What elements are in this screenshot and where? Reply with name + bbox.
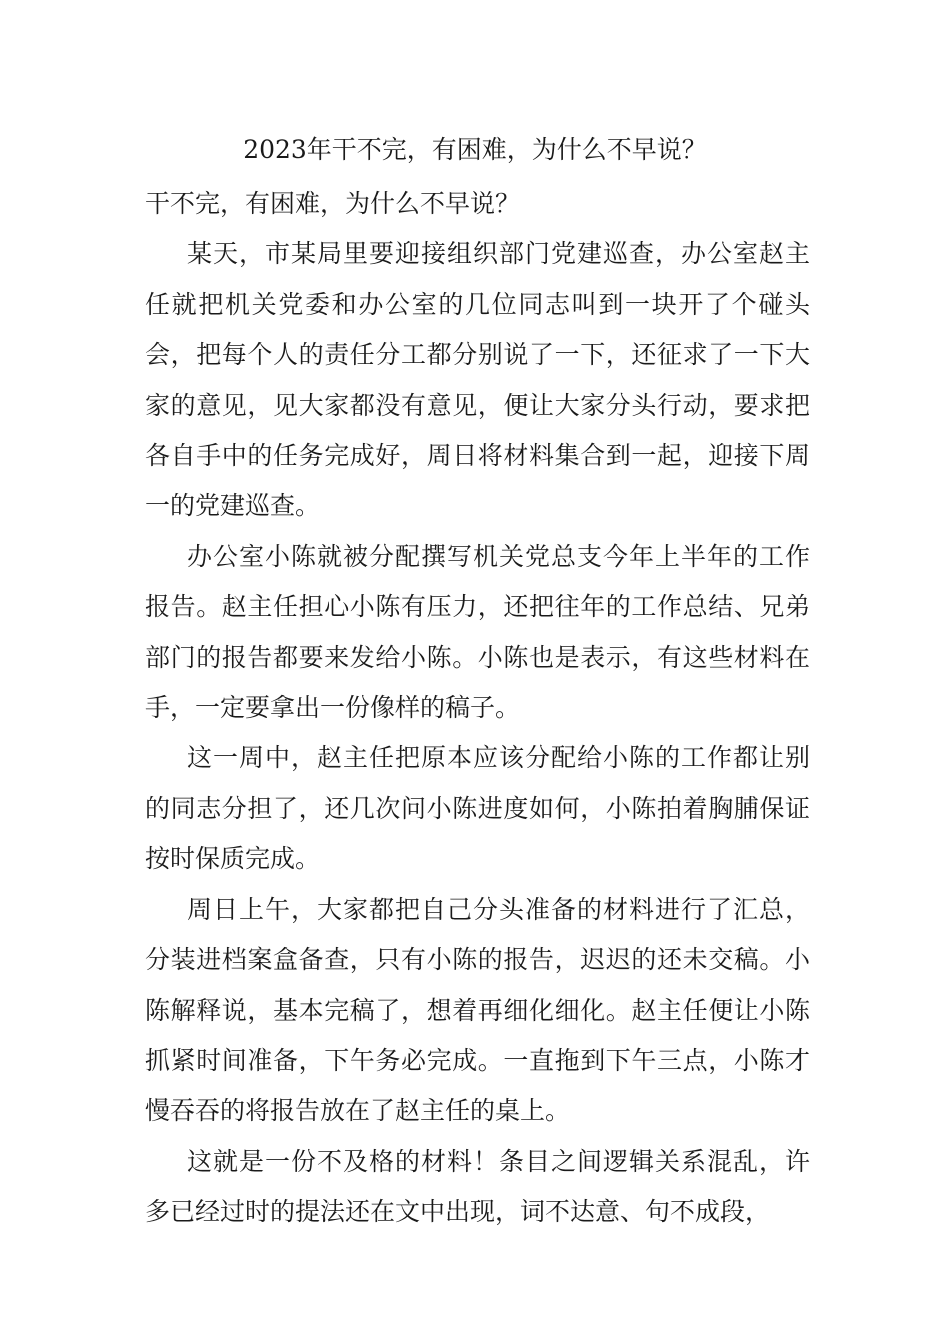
paragraph: 这一周中，赵主任把原本应该分配给小陈的工作都让别的同志分担了，还几次问小陈进度如何，小陈拍着胸脯保证按时保质完成。 [145, 743, 810, 874]
paragraph: 这就是一份不及格的材料！条目之间逻辑关系混乱，许多已经过时的提法还在文中出现，词不达意、句不成段， [145, 1146, 810, 1227]
document-title: 2023年干不完，有困难，为什么不早说？ [243, 135, 707, 164]
document-body [145, 179, 810, 1238]
paragraph: 某天，市某局里要迎接组织部门党建巡查，办公室赵主任就把机关党委和办公室的几位同志叫到一块开了个碰头会，把每个人的责任分工都分别说了一下，还征求了一下大家的意见，见大家都没有意见，便让大家分头行动，要求把各自手中的任务完成好，周日将材料集合到一起，迎接下周一的党建巡查。 [145, 239, 810, 521]
paragraph: 周日上午，大家都把自己分头准备的材料进行了汇总，分装进档案盒备查，只有小陈的报告，迟迟的还未交稿。小陈解释说，基本完稿了，想着再细化细化。赵主任便让小陈抓紧时间准备，下午务必完成。一直拖到下午三点，小陈才慢吞吞的将报告放在了赵主任的桌上。 [145, 894, 810, 1126]
paragraph: 办公室小陈就被分配撰写机关党总支今年上半年的工作报告。赵主任担心小陈有压力，还把往年的工作总结、兄弟部门的报告都要来发给小陈。小陈也是表示，有这些材料在手，一定要拿出一份像样的稿子。 [145, 541, 810, 723]
document-subtitle: 干不完，有困难，为什么不早说？ [145, 189, 521, 218]
